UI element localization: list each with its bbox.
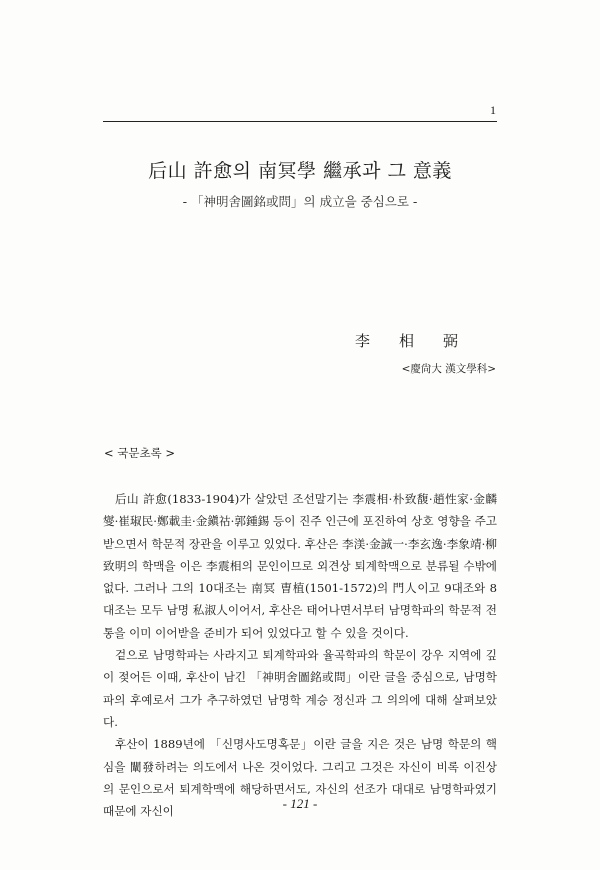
abstract-body (103, 488, 497, 822)
footer-page-number: - 121 - (282, 796, 318, 811)
abstract-label: < 국문초록 > (104, 446, 176, 460)
paragraph: 겉으로 남명학파는 사라지고 퇴계학파와 율곡학파의 학문이 강우 지역에 깊이 젖어든 이때, 후산이 남긴 「神明舍圖銘或問」이란 글을 중심으로, 남명학파의 후예로서 그가 추구하였던 남명학 계승 정신과 그 의의에 대해 살펴보았다. (103, 648, 497, 729)
article-title: 后山 許愈의 南冥學 繼承과 그 意義 (148, 160, 452, 182)
author-affiliation: <慶尙大 漢文學科> (401, 363, 496, 375)
paragraph: 后山 許愈(1833-1904)가 살았던 조선말기는 李震相·朴致馥·趙性家·金麟燮·崔琡民·鄭載圭·金鎭祜·郭鍾錫 등이 진주 인근에 포진하여 상호 영향을 주고받으면서 학문적 장관을 이루고 있었다. 후산은 李渼·金誠一·李玄逸·李象靖·柳致明의 학맥을 이은 李震相의 문인이므로 외견상 퇴계학맥으로 분류될 수밖에 없다. 그러나 그의 10대조는 南冥 曺植(1501-1572)의 門人이고 9대조와 8대조는 모두 남명 私淑人이어서, 후산은 태어나면서부터 남명학파의 학문적 전통을 이미 이어받을 준비가 되어 있었다고 할 수 있을 것이다. (103, 492, 497, 640)
author-name: 李相弼 (354, 332, 487, 350)
header-rule (103, 121, 497, 122)
paragraph: 후산이 1889년에 「신명사도명혹문」이란 글을 지은 것은 남명 학문의 핵심을 闡發하려는 의도에서 나온 것이었다. 그리고 그것은 자신이 비록 이진상의 문인으로서 퇴계학맥에 해당하면서도, 자신의 선조가 대대로 남명학파였기 때문에 자신이 (103, 737, 497, 819)
header-page-number: 1 (490, 103, 496, 117)
article-subtitle: - 「神明舍圖銘或問」의 成立을 중심으로 - (182, 194, 418, 209)
